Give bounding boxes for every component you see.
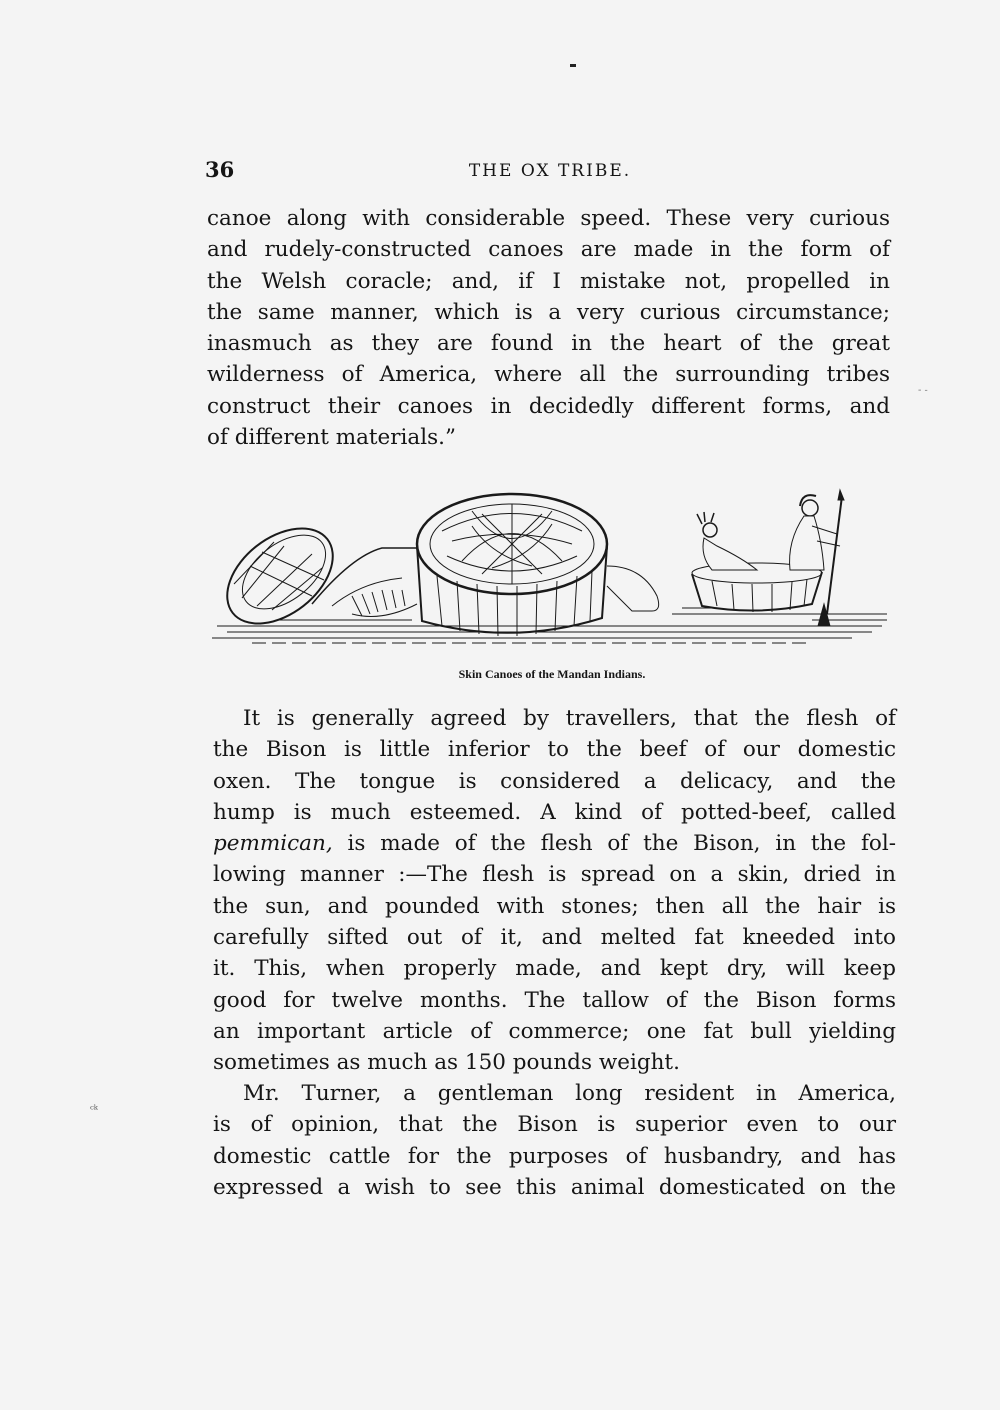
distant-hide bbox=[607, 566, 659, 611]
page-number: 36 bbox=[205, 157, 235, 182]
text-line: canoe along with considerable speed. These very curious bbox=[207, 206, 890, 231]
paragraph-1 bbox=[207, 203, 890, 453]
large-coracle bbox=[417, 494, 607, 636]
running-title: THE OX TRIBE. bbox=[468, 161, 632, 181]
text-line: good for twelve months. The tallow of the Bison forms bbox=[213, 987, 896, 1013]
text-line-with-italic bbox=[213, 828, 896, 859]
text-line: an important article of commerce; one fat bull yielding bbox=[213, 1018, 896, 1044]
text-line: Mr. Turner, a gentleman long resident in America, bbox=[243, 1081, 896, 1106]
figure-caption: Skin Canoes of the Mandan Indians. bbox=[458, 667, 646, 681]
skin-canoes-illustration bbox=[212, 486, 892, 646]
running-head bbox=[205, 157, 895, 187]
paragraph-2 bbox=[213, 703, 896, 1079]
text-fragment: is made of the flesh of the Bison, in the fol- bbox=[347, 831, 896, 857]
text-line: it. This, when properly made, and kept dry, will keep bbox=[213, 956, 896, 982]
text-line: inasmuch as they are found in the heart of the great bbox=[207, 331, 890, 357]
text-line: and rudely-constructed canoes are made in the form of bbox=[207, 237, 890, 263]
text-line: wilderness of America, where all the surrounding tribes bbox=[207, 362, 890, 388]
text-line: the sun, and pounded with stones; then all the hair is bbox=[213, 893, 896, 919]
italic-term: pemmican, bbox=[213, 831, 333, 857]
text-line: of different materials.” bbox=[207, 425, 456, 451]
text-line: expressed a wish to see this animal domesticated on the bbox=[213, 1174, 896, 1200]
text-line: is of opinion, that the Bison is superior even to our bbox=[213, 1112, 896, 1138]
edge-mark: ‐ ˗ bbox=[918, 385, 928, 396]
skin-hide-folds bbox=[352, 590, 417, 616]
text-line: It is generally agreed by travellers, that the flesh of bbox=[243, 706, 896, 731]
text-line: oxen. The tongue is considered a delicacy, and the bbox=[213, 768, 896, 794]
water-lines bbox=[212, 608, 887, 643]
text-line: hump is much esteemed. A kind of potted-beef, called bbox=[213, 799, 896, 825]
tilted-canoe bbox=[212, 509, 417, 643]
text-line: domestic cattle for the purposes of husbandry, and has bbox=[213, 1143, 896, 1169]
text-line: sometimes as much as 150 pounds weight. bbox=[213, 1050, 680, 1076]
ink-speck bbox=[570, 64, 576, 67]
paragraph-3 bbox=[213, 1078, 896, 1203]
text-line: lowing manner :—The flesh is spread on a skin, dried in bbox=[213, 862, 896, 888]
text-line: construct their canoes in decidedly different forms, and bbox=[207, 393, 890, 419]
margin-mark: ᶜᵏ bbox=[90, 1103, 98, 1116]
text-line: the Welsh coracle; and, if I mistake not, propelled in bbox=[207, 268, 890, 294]
text-line: the same manner, which is a very curious circumstance; bbox=[207, 299, 890, 325]
coracle-with-paddlers bbox=[692, 490, 844, 626]
text-line: the Bison is little inferior to the beef of our domestic bbox=[213, 737, 896, 763]
text-line: carefully sifted out of it, and melted fat kneeded into bbox=[213, 925, 896, 951]
